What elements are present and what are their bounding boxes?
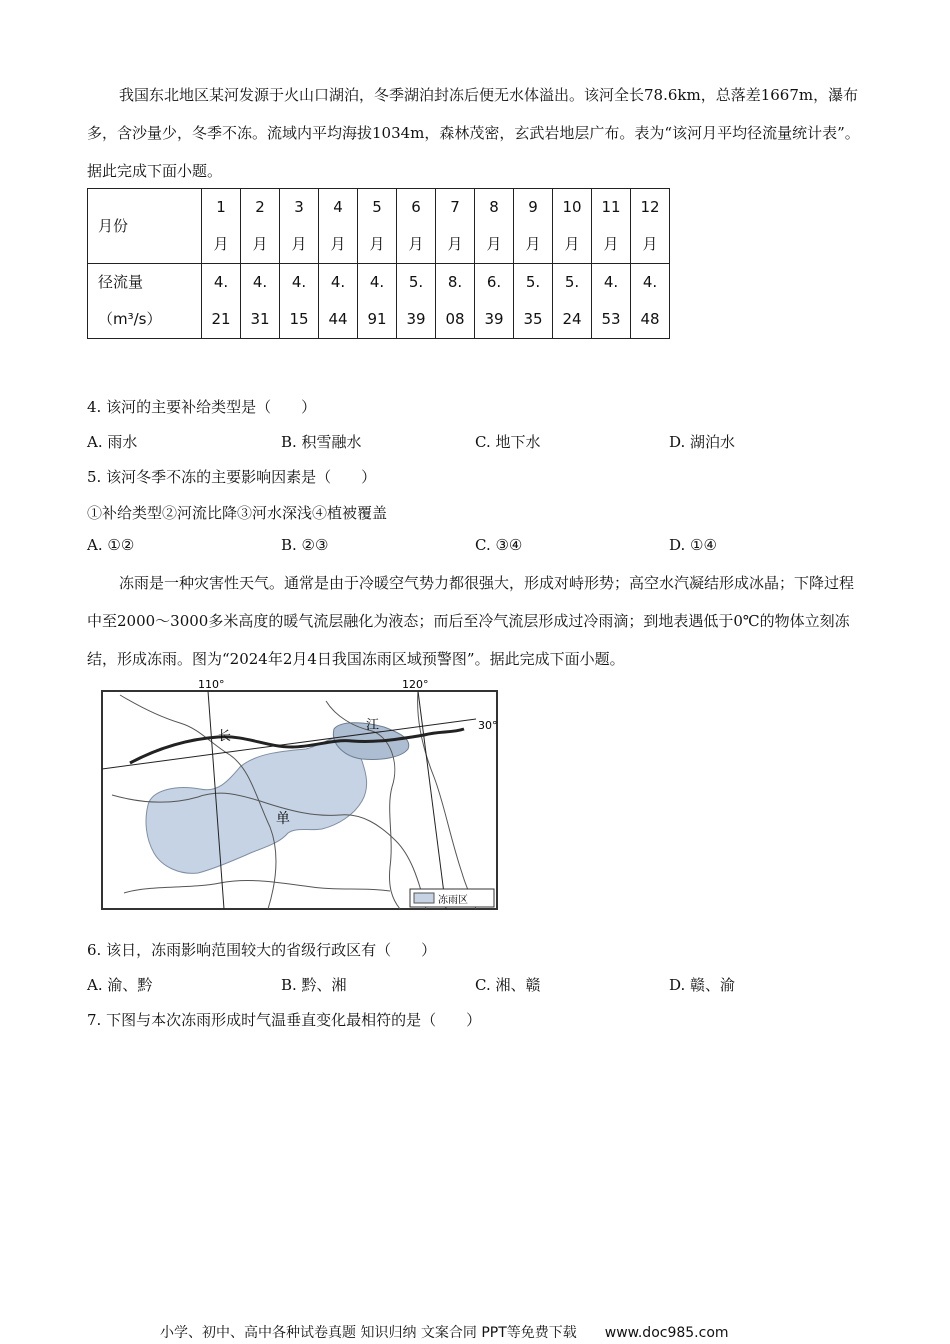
- month-cell: 12 月: [631, 189, 670, 264]
- month-cell: 1 月: [202, 189, 241, 264]
- option-a[interactable]: A. 渝、黔: [87, 976, 153, 994]
- flow-cell: 4. 44: [319, 264, 358, 339]
- question-5: 5. 该河冬季不冻的主要影响因素是（ ）: [87, 468, 377, 486]
- option-d[interactable]: D. 湖泊水: [669, 433, 736, 451]
- month-cell: 11 月: [592, 189, 631, 264]
- flow-cell: 4. 21: [202, 264, 241, 339]
- flow-cell: 5. 39: [397, 264, 436, 339]
- month-cell: 6 月: [397, 189, 436, 264]
- flow-cell: 6. 39: [475, 264, 514, 339]
- flow-cell: 8. 08: [436, 264, 475, 339]
- legend-swatch: [414, 893, 434, 903]
- option-d[interactable]: D. ①④: [669, 536, 717, 554]
- option-c[interactable]: C. ③④: [475, 536, 523, 554]
- month-cell: 2 月: [241, 189, 280, 264]
- option-a[interactable]: A. ①②: [87, 536, 135, 554]
- lat-30-label: 30°: [478, 719, 498, 732]
- map-marker: 单: [276, 811, 290, 827]
- lon-110-label: 110°: [198, 678, 225, 691]
- runoff-table: [87, 188, 670, 339]
- lon-120-label: 120°: [402, 678, 429, 691]
- flow-cell: 4. 15: [280, 264, 319, 339]
- flow-cell: 4. 91: [358, 264, 397, 339]
- option-b[interactable]: B. ②③: [281, 536, 329, 554]
- month-cell: 10 月: [553, 189, 592, 264]
- month-cell: 4 月: [319, 189, 358, 264]
- flow-cell: 5. 35: [514, 264, 553, 339]
- flow-cell: 4. 53: [592, 264, 631, 339]
- passage-2: 冻雨是一种灾害性天气。通常是由于冷暖空气势力都很强大，形成对峙形势；高空水汽凝结形成冰晶；下降过程中至2000～3000多米高度的暖气流层融化为液态；而后至冷气流层形成过冷雨滴；到地表遇低于0℃的物体立刻冻结，形成冻雨。图为“2024年2月4日我国冻雨区域预警图”。据此完成下面小题。: [87, 574, 855, 668]
- month-label: 月份: [88, 189, 202, 264]
- passage-1: 我国东北地区某河发源于火山口湖泊，冬季湖泊封冻后便无水体溢出。该河全长78.6km，总落差1667m，瀑布多，含沙量少，冬季不冻。流域内平均海拔1034m，森林茂密，玄武岩地层广布。表为“该河月平均径流量统计表”。据此完成下面小题。: [87, 86, 860, 180]
- question-7: 7. 下图与本次冻雨形成时气温垂直变化最相符的是（ ）: [87, 1011, 482, 1029]
- flow-label: 径流量 （m³/s）: [88, 264, 202, 339]
- legend-label: 冻雨区: [438, 895, 468, 906]
- table-row: [88, 264, 670, 339]
- freezing-rain-map: [100, 677, 500, 913]
- month-cell: 5 月: [358, 189, 397, 264]
- question-6: 6. 该日，冻雨影响范围较大的省级行政区有（ ）: [87, 941, 437, 959]
- flow-cell: 5. 24: [553, 264, 592, 339]
- flow-cell: 4. 31: [241, 264, 280, 339]
- option-b[interactable]: B. 积雪融水: [281, 433, 362, 451]
- river-label-1: 长: [218, 729, 232, 744]
- question-4: 4. 该河的主要补给类型是（ ）: [87, 398, 317, 416]
- option-a[interactable]: A. 雨水: [87, 433, 138, 451]
- month-cell: 3 月: [280, 189, 319, 264]
- question-5-items: ①补给类型②河流比降③河水深浅④植被覆盖: [87, 504, 388, 522]
- month-cell: 9 月: [514, 189, 553, 264]
- option-b[interactable]: B. 黔、湘: [281, 976, 347, 994]
- river-label-2: 江: [366, 718, 380, 733]
- flow-cell: 4. 48: [631, 264, 670, 339]
- option-d[interactable]: D. 赣、渝: [669, 976, 736, 994]
- month-cell: 8 月: [475, 189, 514, 264]
- option-c[interactable]: C. 湘、赣: [475, 976, 541, 994]
- footer: 小学、初中、高中各种试卷真题 知识归纳 文案合同 PPT等免费下载 www.doc985.com: [160, 1325, 729, 1341]
- table-row: [88, 189, 670, 264]
- option-c[interactable]: C. 地下水: [475, 433, 541, 451]
- month-cell: 7 月: [436, 189, 475, 264]
